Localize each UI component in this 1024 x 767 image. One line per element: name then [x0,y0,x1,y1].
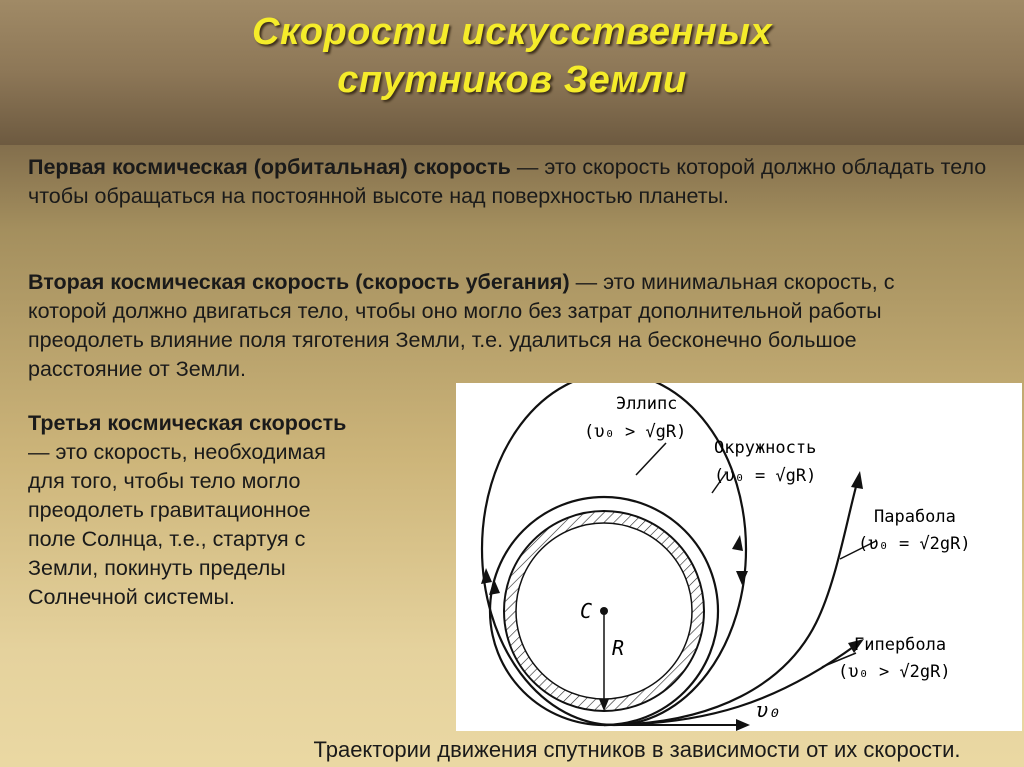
title-line-2: спутников Земли [337,59,687,101]
hyperbola-label: Гипербола [854,635,947,655]
center-label: C [580,599,593,623]
second-velocity-term: Вторая космическая скорость (скорость убегания) [28,270,570,294]
parabola-label: Парабола [874,507,956,527]
parabola-arrow-icon [851,471,863,489]
third-velocity-definition: — это скорость, необходимая для того, чтобы тело могло преодолеть гравитационное поле Солнца, т.е., стартуя с Земли, покинуть пределы Солнечной системы. [28,440,326,609]
ellipse-formula: (υ₀ > √gR) [584,422,687,442]
circle-right-arrow-icon [732,535,743,551]
radius-label: R [612,636,625,660]
hyperbola-formula: (υ₀ > √2gR) [838,662,951,682]
first-cosmic-velocity-paragraph [28,153,1008,211]
title-line-1: Скорости искусственных [252,11,772,53]
ellipse-label: Эллипс [616,394,678,414]
third-cosmic-velocity-paragraph [28,409,358,612]
circle-formula: (υ₀ = √gR) [714,466,817,486]
first-velocity-term: Первая космическая (орбитальная) скорость [28,155,511,179]
ellipse-pointer [636,443,666,475]
ellipse-right-arrow-icon [736,571,748,585]
second-velocity-definition: — это минимальная скорость, с которой должно двигаться тело, чтобы оно могло без затрат дополнительной работы преодолеть влияние поля тяготения Земли, т.е. удалиться на бесконечно большое расстояние от Земли. [28,270,895,381]
trajectory-diagram [456,383,1022,731]
circle-label: Окружность [714,438,817,458]
parabola-formula: (υ₀ = √2gR) [858,534,971,554]
third-velocity-term: Третья космическая скорость [28,411,347,435]
slide-title [140,8,884,104]
diagram-caption: Траектории движения спутников в зависимости от их скорости. [313,737,961,762]
velocity-arrowhead [736,719,750,731]
second-cosmic-velocity-paragraph [28,268,948,384]
trajectory-diagram-svg [456,383,1022,731]
velocity-label: υ₀ [756,698,781,722]
first-velocity-definition: — это скорость которой должно обладать тело чтобы обращаться на постоянной высоте над поверхностью планеты. [28,155,987,208]
